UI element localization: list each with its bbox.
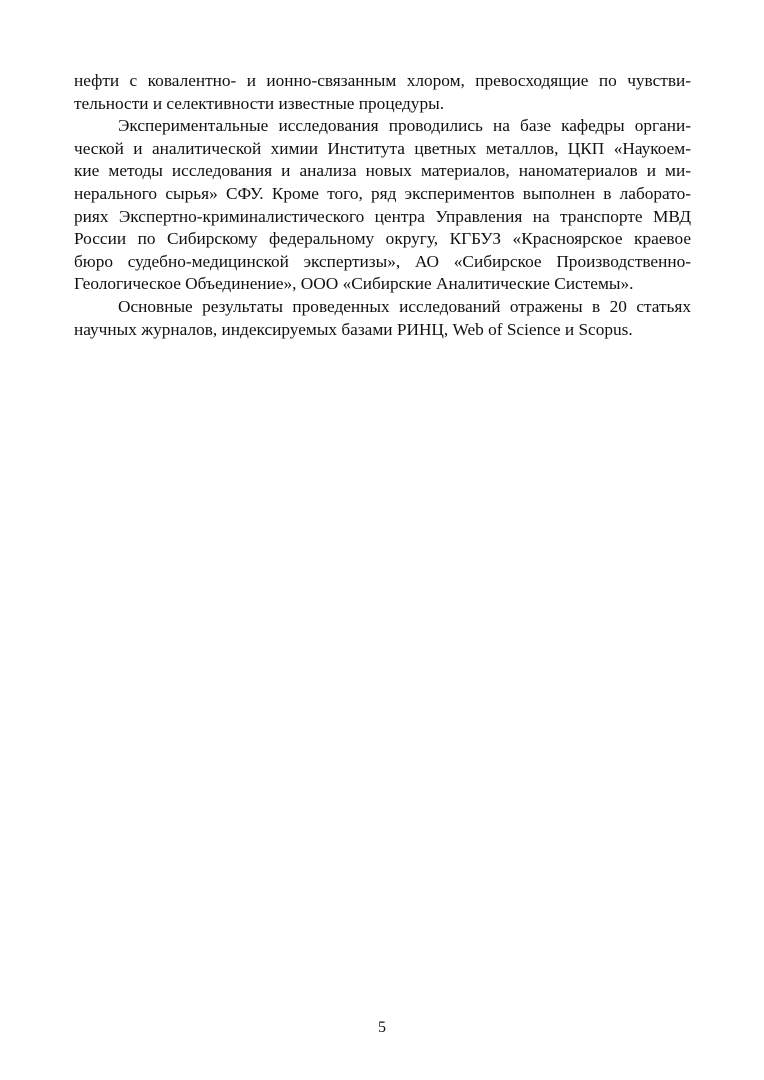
page-number: 5 [378,1019,386,1036]
text-line: России по Сибирскому федеральному округу, КГБУЗ «Красноярское краевое [74,229,691,249]
paragraph-1 [74,70,691,115]
text-line: риях Экспертно-криминалистического центра Управления на транспорте МВД [74,206,691,226]
paragraph-2 [74,115,691,296]
text-line: кие методы исследования и анализа новых материалов, наноматериалов и ми- [74,161,691,181]
text-line: Основные результаты проведенных исследований отражены в 20 статьях [118,296,691,316]
text-line: нерального сырья» СФУ. Кроме того, ряд экспериментов выполнен в лаборато- [74,183,691,203]
text-line: ческой и аналитической химии Института цветных металлов, ЦКП «Наукоем- [74,138,691,158]
text-line: тельности и селективности известные процедуры. [74,93,445,113]
text-line: Экспериментальные исследования проводились на базе кафедры органи- [118,116,691,136]
text-line: бюро судебно-медицинской экспертизы», АО «Сибирское Производственно- [74,251,691,271]
text-line: нефти с ковалентно- и ионно-связанным хлором, превосходящие по чувстви- [74,71,691,90]
paragraph-3 [74,296,691,341]
text-line: Геологическое Объединение», ООО «Сибирские Аналитические Системы». [74,274,634,294]
text-line: научных журналов, индексируемых базами РИНЦ, Web of Science и Scopus. [74,319,633,339]
body-text [74,70,691,341]
